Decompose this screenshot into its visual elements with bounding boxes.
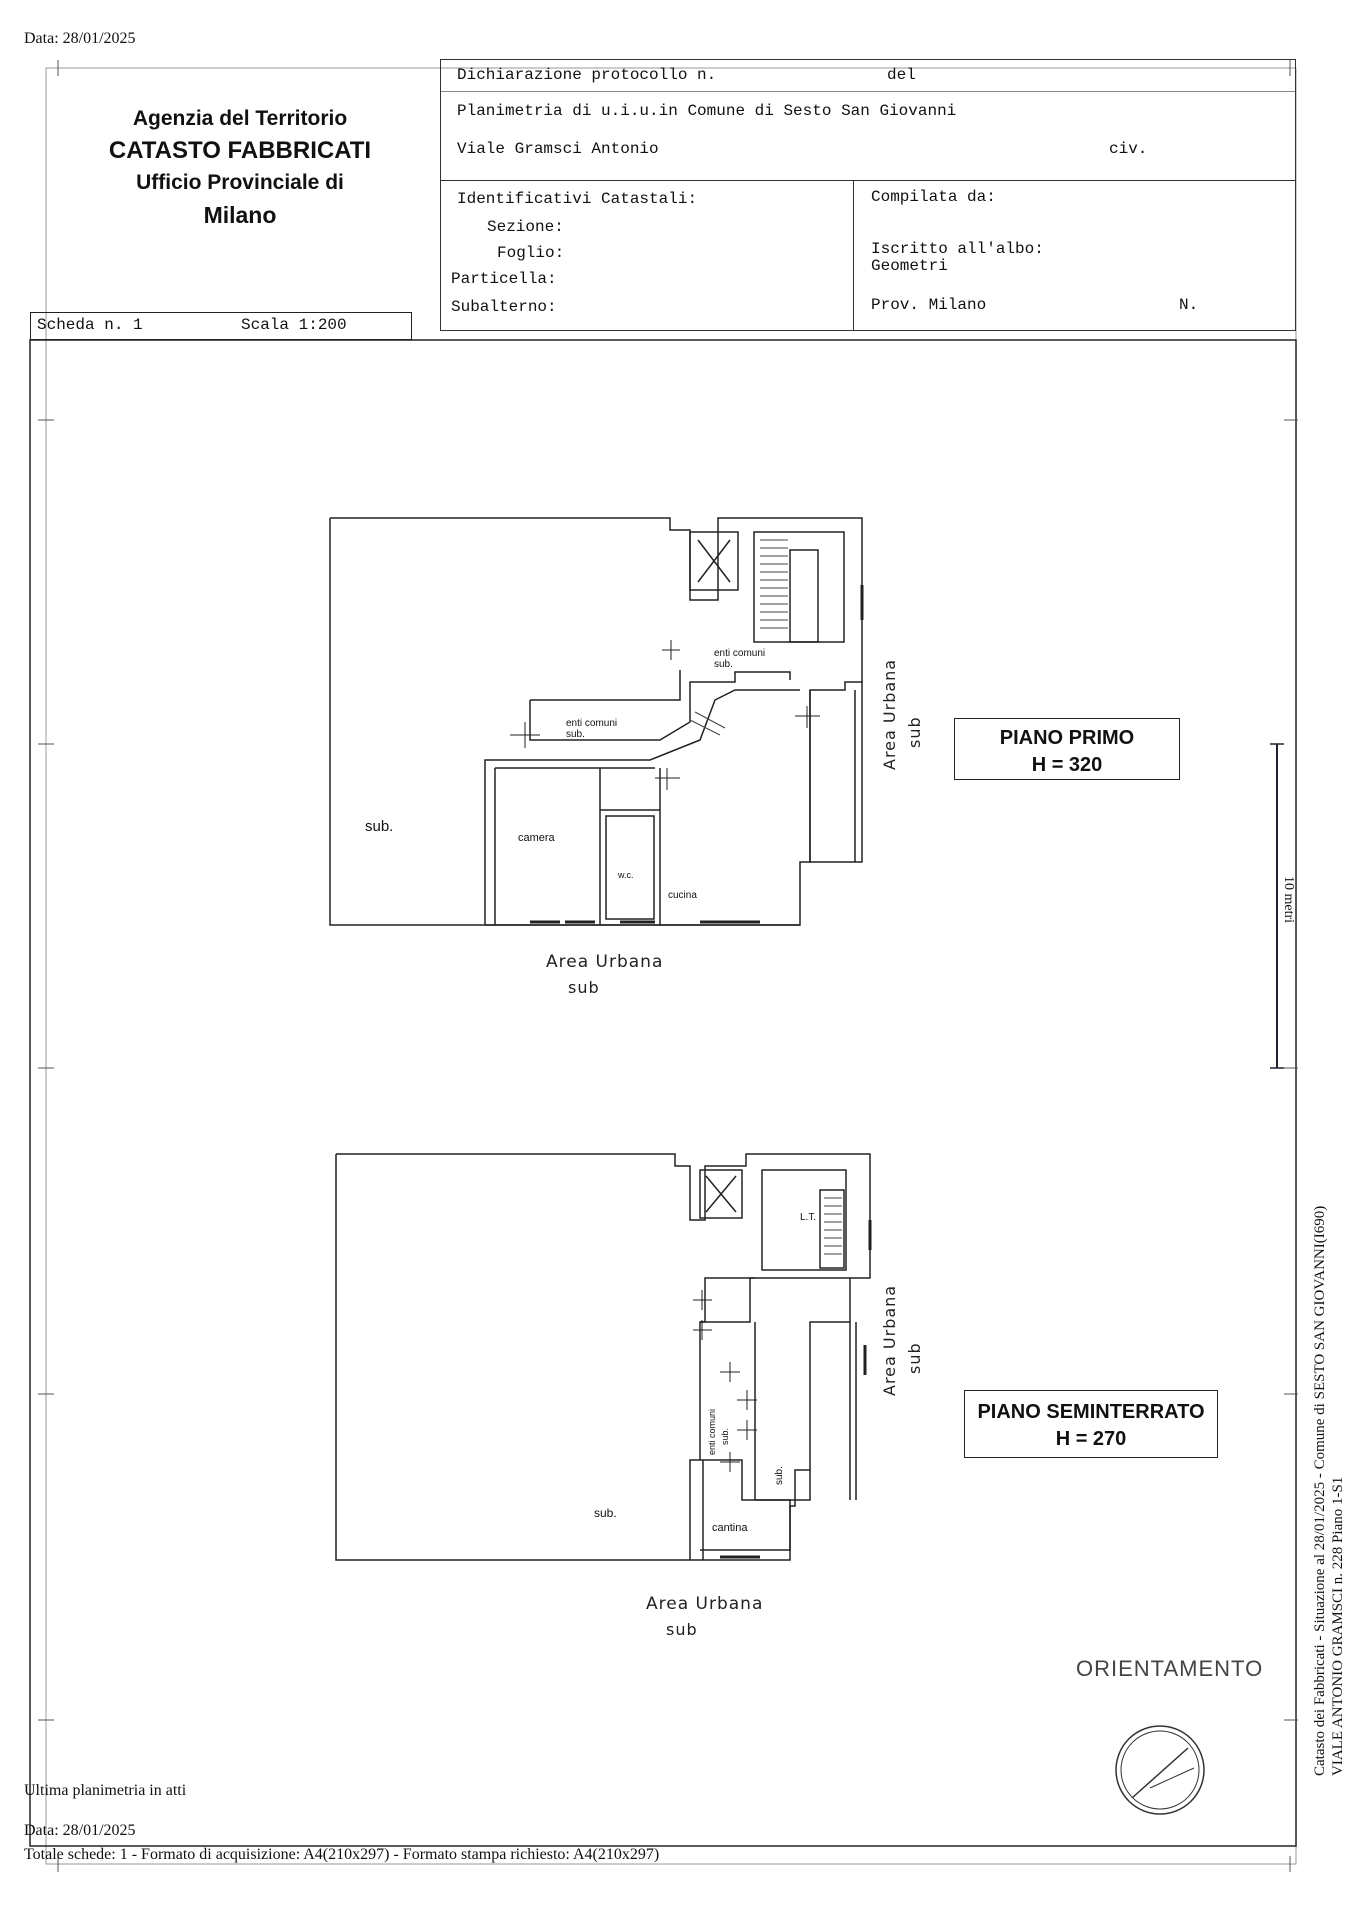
piano-primo-height: H = 320 [1031,754,1103,776]
street-label: Viale Gramsci Antonio [457,140,659,158]
prov-label: Prov. Milano [871,296,987,314]
albo-label: Iscritto all'albo: [871,240,1044,258]
floor1-side-sub: sub [905,716,924,748]
agency-registry: CATASTO FABBRICATI [108,137,372,164]
compass-icon [1110,1720,1210,1820]
footer-last-plan: Ultima planimetria in atti [24,1782,187,1799]
planimetry-label: Planimetria di u.i.u.in Comune di Sesto San Giovanni [457,102,957,120]
footer-totals: Totale schede: 1 - Formato di acquisizione: A4(210x297) - Formato stampa richiesto: A4(210x297) [24,1846,660,1863]
agency-office: Ufficio Provinciale di [136,171,344,194]
piano-seminterrato-height: H = 270 [1055,1428,1127,1450]
enti-comuni-lower-sub: sub. [566,729,585,740]
room-lt: L.T. [800,1212,817,1223]
s1-side-area-urbana: Area Urbana [880,1284,899,1396]
s1-enti-comuni-sub: sub. [720,1427,730,1445]
compiler-title: Compilata da: [871,188,996,206]
civ-label: civ. [1109,140,1148,158]
floor1-area-urbana-sub: sub [568,978,600,997]
piano-seminterrato-title: PIANO SEMINTERRATO [977,1401,1205,1423]
piano-seminterrato-label [964,1390,1218,1458]
s1-enti-comuni: enti comuni [707,1408,717,1455]
agency-name: Agenzia del Territorio [132,107,348,130]
s1-sub-small: sub. [774,1466,785,1485]
room-sub-first: sub. [365,818,394,835]
room-camera: camera [518,832,555,844]
agency-city: Milano [203,202,277,228]
orientation-label: ORIENTAMENTO [1076,1656,1264,1681]
scheda-scale: Scala 1:200 [241,316,347,334]
scale-bar-label: 10 metri [1281,876,1296,924]
room-cucina: cucina [668,890,697,901]
albo-value: Geometri [871,257,948,275]
side-note-address: VIALE ANTONIO GRAMSCI n. 228 Piano 1-S1 [1330,1476,1346,1776]
enti-comuni-upper-sub: sub. [714,659,733,670]
sezione-label: Sezione: [487,218,564,236]
scheda-number: Scheda n. 1 [37,316,143,334]
room-wc: w.c. [618,870,634,880]
s1-side-sub: sub [905,1342,924,1374]
particella-label: Particella: [451,270,557,288]
footer-date: Data: 28/01/2025 [24,1822,136,1839]
foglio-label: Foglio: [497,244,565,262]
floor1-area-urbana: Area Urbana [546,952,664,972]
s1-area-urbana-sub: sub [666,1620,698,1639]
enti-comuni-lower-label: enti comuni [566,718,618,729]
n-label: N. [1179,296,1199,314]
enti-comuni-upper-label: enti comuni [714,648,766,659]
print-date: Data: 28/01/2025 [24,30,136,47]
identifiers-title: Identificativi Catastali: [457,190,698,208]
piano-primo-title: PIANO PRIMO [999,727,1135,749]
room-cantina: cantina [712,1522,748,1534]
floor1-side-area-urbana: Area Urbana [880,658,899,770]
side-note-situation: Catasto dei Fabbricati - Situazione al 28/01/2025 - Comune di SESTO SAN GIOVANNI(I690) [1312,1205,1328,1776]
s1-area-urbana: Area Urbana [646,1594,764,1614]
protocol-label: Dichiarazione protocollo n. [457,66,717,84]
subalterno-label: Subalterno: [451,298,557,316]
del-label: del [887,66,916,84]
s1-sub-main: sub. [594,1506,617,1520]
